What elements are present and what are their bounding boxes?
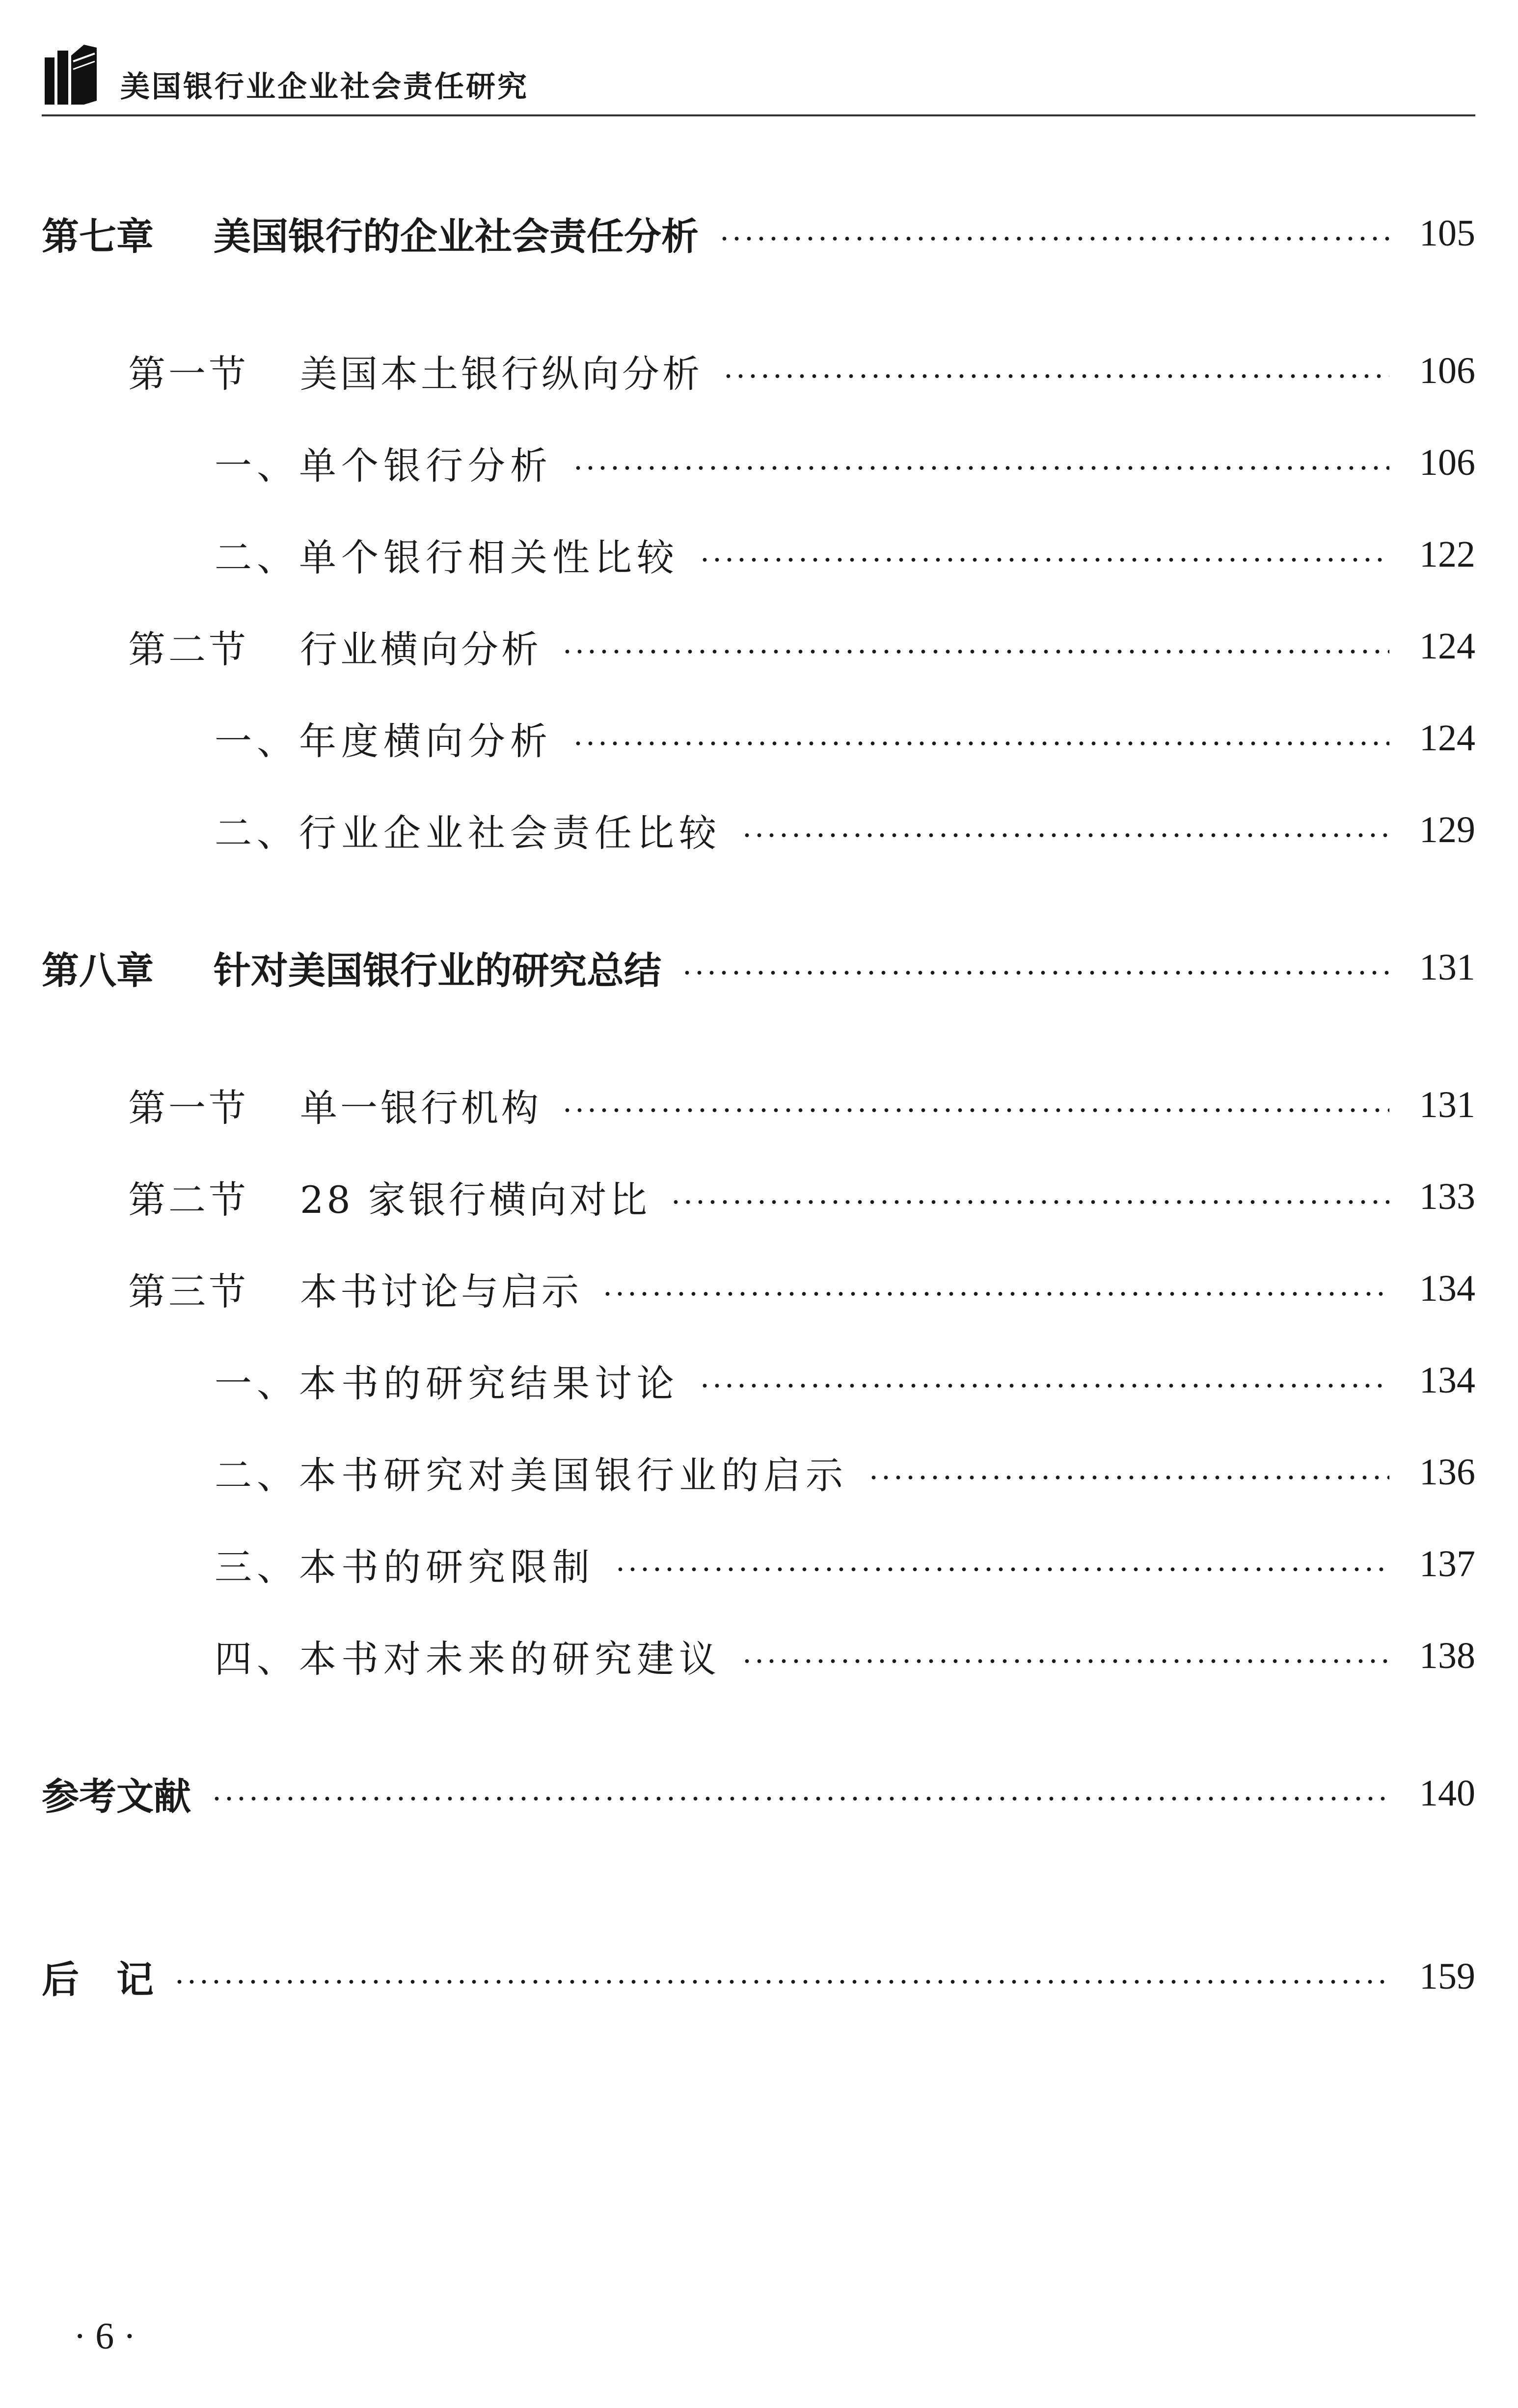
page-number: 134: [1419, 1359, 1475, 1401]
section-title: 单一银行机构: [300, 1086, 542, 1130]
dot-leader: [741, 1658, 1389, 1665]
toc-entry-section[interactable]: [42, 619, 1475, 673]
toc-entry-subsection[interactable]: [42, 1629, 1475, 1683]
toc-entry-chapter[interactable]: [42, 940, 1475, 994]
toc-entry-subsection[interactable]: [42, 527, 1475, 581]
page-number: 129: [1419, 809, 1475, 850]
page-number: 133: [1419, 1176, 1475, 1217]
toc-entry-references[interactable]: [42, 1766, 1475, 1820]
toc-entry-chapter[interactable]: [42, 206, 1475, 260]
toc-entry-subsection[interactable]: [42, 436, 1475, 490]
subsection-title: 二、行业企业社会责任比较: [215, 811, 721, 855]
section-title: 行业横向分析: [300, 627, 542, 671]
dot-leader: [211, 1795, 1389, 1802]
subsection-title: 二、单个银行相关性比较: [215, 535, 679, 579]
subsection-title: 四、本书对未来的研究建议: [215, 1637, 721, 1681]
dot-leader: [561, 1107, 1389, 1114]
toc-entry-subsection[interactable]: [42, 1445, 1475, 1499]
page-number: 137: [1419, 1543, 1475, 1585]
toc-entry-section[interactable]: [42, 1078, 1475, 1132]
chapter-title: 美国银行的企业社会责任分析: [214, 214, 699, 258]
dot-leader: [867, 1474, 1389, 1481]
section-label: 第一节: [128, 352, 249, 396]
page-number: 159: [1419, 1955, 1475, 1997]
page-number: 140: [1419, 1772, 1475, 1814]
section-title: 美国本土银行纵向分析: [300, 352, 703, 396]
subsection-title: 一、年度横向分析: [215, 719, 552, 763]
page-number: 138: [1419, 1635, 1475, 1676]
section-label: 第三节: [128, 1269, 249, 1313]
dot-leader: [741, 832, 1389, 839]
toc-entry-section[interactable]: [42, 344, 1475, 398]
afterword-title: 后 记: [42, 1957, 154, 2001]
dot-leader: [561, 648, 1389, 655]
page-number: 134: [1419, 1267, 1475, 1309]
table-of-contents: [42, 0, 1475, 2408]
subsection-title: 二、本书研究对美国银行业的启示: [215, 1453, 848, 1497]
toc-entry-subsection[interactable]: [42, 1353, 1475, 1407]
page-number: 122: [1419, 533, 1475, 575]
page-folio: · 6 ·: [74, 2316, 136, 2357]
section-label: 第二节: [128, 627, 249, 671]
dot-leader: [614, 1566, 1389, 1573]
section-label: 第二节: [128, 1177, 249, 1222]
chapter-label: 第八章: [42, 948, 154, 992]
toc-entry-subsection[interactable]: [42, 803, 1475, 857]
page-number: 106: [1419, 441, 1475, 483]
page-number: 106: [1419, 350, 1475, 391]
chapter-label: 第七章: [42, 214, 154, 258]
references-title: 参考文献: [42, 1774, 191, 1818]
running-title: 美国银行业企业社会责任研究: [120, 70, 529, 104]
toc-entry-subsection[interactable]: [42, 1537, 1475, 1591]
subsection-title: 一、本书的研究结果讨论: [215, 1361, 679, 1405]
page-number: 131: [1419, 946, 1475, 988]
section-label: 第一节: [128, 1086, 249, 1130]
dot-leader: [718, 235, 1389, 242]
toc-entry-subsection[interactable]: [42, 711, 1475, 765]
dot-leader: [572, 465, 1389, 471]
subsection-title: 三、本书的研究限制: [215, 1545, 595, 1589]
dot-leader: [670, 1199, 1389, 1205]
chapter-title: 针对美国银行业的研究总结: [214, 948, 661, 992]
section-title: 28 家银行横向对比: [300, 1177, 650, 1222]
subsection-title: 一、单个银行分析: [215, 443, 552, 488]
page-number: 105: [1419, 212, 1475, 254]
dot-leader: [173, 1978, 1389, 1985]
page-number: 131: [1419, 1084, 1475, 1125]
dot-leader: [681, 969, 1389, 976]
page-number: 124: [1419, 625, 1475, 667]
toc-entry-section[interactable]: [42, 1170, 1475, 1224]
toc-entry-afterword[interactable]: [42, 1949, 1475, 2003]
page-number: 136: [1419, 1451, 1475, 1493]
dot-leader: [601, 1290, 1389, 1297]
dot-leader: [722, 373, 1389, 380]
dot-leader: [699, 1382, 1389, 1389]
section-title: 本书讨论与启示: [300, 1269, 582, 1313]
dot-leader: [699, 556, 1389, 563]
toc-entry-section[interactable]: [42, 1261, 1475, 1315]
dot-leader: [572, 740, 1389, 747]
page-number: 124: [1419, 717, 1475, 759]
